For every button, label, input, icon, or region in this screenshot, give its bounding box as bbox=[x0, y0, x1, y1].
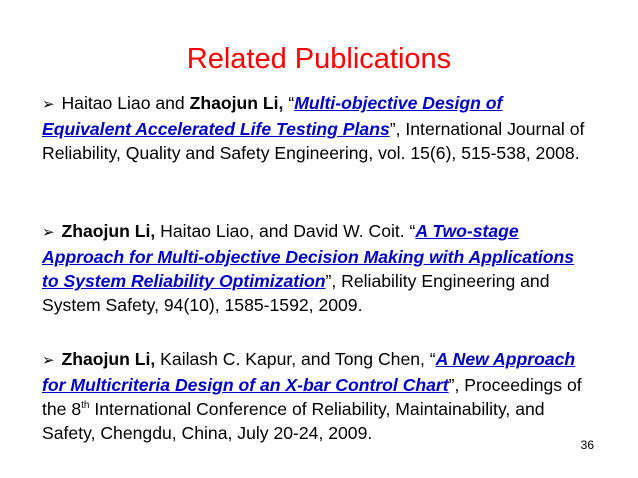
publication-1-details: ”, International Journal of Reliability, Quality and Safety Engineering, vol. 15(6), 515-538, 2008. bbox=[42, 119, 585, 163]
arrow-bullet-icon: ➢ bbox=[42, 96, 55, 113]
publication-1-open-quote: “ bbox=[283, 93, 295, 113]
publication-2-author-bold: Zhaojun Li, bbox=[61, 221, 156, 241]
arrow-bullet-icon: ➢ bbox=[42, 352, 55, 369]
publication-3-title-link[interactable]: A New Approach for Multicriteria Design of an X-bar Control Chart bbox=[42, 349, 576, 395]
slide-title: Related Publications bbox=[186, 43, 452, 75]
publication-3-details-post: International Conference of Reliability, Maintainability, and Safety, Chengdu, China, July 20-24, 2009. bbox=[42, 399, 545, 443]
publication-1-authors-pre: Haitao Liao and bbox=[61, 93, 190, 113]
publication-3-author-bold: Zhaojun Li, bbox=[61, 349, 156, 369]
publication-1-author-bold: Zhaojun Li, bbox=[189, 93, 284, 113]
publication-1-title-link[interactable]: Multi-objective Design of Equivalent Accelerated Life Testing Plans bbox=[42, 93, 503, 139]
publication-2-details: ”, Reliability Engineering and System Safety, 94(10), 1585-1592, 2009. bbox=[42, 271, 550, 315]
publication-entry-1 bbox=[42, 91, 592, 165]
publication-3-details-pre: ”, Proceedings of the 8 bbox=[42, 375, 582, 419]
publication-entry-3 bbox=[42, 347, 592, 445]
publication-2-title-link[interactable]: A Two-stage Approach for Multi-objective Decision Making with Applications to System Reliability Optimization bbox=[42, 221, 575, 291]
publication-2-authors-post: Haitao Liao, and David W. Coit. “ bbox=[155, 221, 416, 241]
arrow-bullet-icon: ➢ bbox=[42, 224, 55, 241]
publication-entry-2 bbox=[42, 219, 592, 317]
publication-3-details-superscript: th bbox=[81, 400, 90, 412]
publication-3-authors-post: Kailash C. Kapur, and Tong Chen, “ bbox=[155, 349, 436, 369]
page-number: 36 bbox=[580, 438, 594, 452]
